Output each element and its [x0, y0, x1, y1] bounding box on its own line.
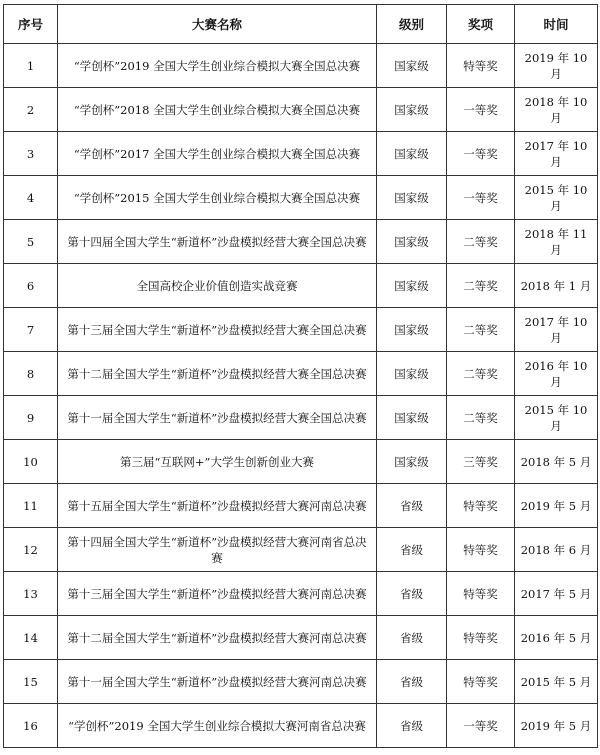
cell-index: 5 [4, 220, 58, 264]
cell-time: 2019 年 5 月 [515, 704, 598, 748]
cell-level: 省级 [377, 616, 447, 660]
cell-time: 2018 年 6 月 [515, 528, 598, 572]
cell-time: 2015 年 10 月 [515, 396, 598, 440]
cell-competition-name: “学创杯”2017 全国大学生创业综合模拟大赛全国总决赛 [58, 132, 377, 176]
header-level: 级别 [377, 5, 447, 44]
cell-index: 3 [4, 132, 58, 176]
cell-award: 特等奖 [447, 528, 515, 572]
cell-level: 国家级 [377, 44, 447, 88]
cell-time: 2016 年 5 月 [515, 616, 598, 660]
cell-time: 2016 年 10 月 [515, 352, 598, 396]
cell-competition-name: 第十四届全国大学生“新道杯”沙盘模拟经营大赛全国总决赛 [58, 220, 377, 264]
cell-index: 14 [4, 616, 58, 660]
cell-award: 特等奖 [447, 616, 515, 660]
table-row [4, 220, 598, 264]
cell-award: 一等奖 [447, 88, 515, 132]
cell-time: 2015 年 5 月 [515, 660, 598, 704]
table-row [4, 44, 598, 88]
cell-index: 4 [4, 176, 58, 220]
cell-time: 2018 年 1 月 [515, 264, 598, 308]
cell-level: 国家级 [377, 264, 447, 308]
cell-level: 省级 [377, 704, 447, 748]
table-row [4, 264, 598, 308]
cell-competition-name: “学创杯”2018 全国大学生创业综合模拟大赛全国总决赛 [58, 88, 377, 132]
cell-time: 2015 年 10 月 [515, 176, 598, 220]
cell-award: 特等奖 [447, 44, 515, 88]
cell-competition-name: 第十一届全国大学生“新道杯”沙盘模拟经营大赛全国总决赛 [58, 396, 377, 440]
cell-award: 一等奖 [447, 704, 515, 748]
cell-competition-name: 第十一届全国大学生“新道杯”沙盘模拟经营大赛河南总决赛 [58, 660, 377, 704]
cell-competition-name: “学创杯”2019 全国大学生创业综合模拟大赛河南省总决赛 [58, 704, 377, 748]
cell-level: 国家级 [377, 220, 447, 264]
cell-competition-name: “学创杯”2019 全国大学生创业综合模拟大赛全国总决赛 [58, 44, 377, 88]
cell-award: 二等奖 [447, 352, 515, 396]
table-row [4, 308, 598, 352]
cell-time: 2019 年 5 月 [515, 484, 598, 528]
header-award: 奖项 [447, 5, 515, 44]
cell-index: 1 [4, 44, 58, 88]
cell-level: 国家级 [377, 132, 447, 176]
cell-competition-name: 第十二届全国大学生“新道杯”沙盘模拟经营大赛全国总决赛 [58, 352, 377, 396]
cell-level: 国家级 [377, 308, 447, 352]
awards-table [3, 4, 598, 748]
table-row [4, 176, 598, 220]
cell-time: 2018 年 11 月 [515, 220, 598, 264]
cell-award: 一等奖 [447, 132, 515, 176]
cell-award: 特等奖 [447, 660, 515, 704]
cell-index: 13 [4, 572, 58, 616]
cell-index: 10 [4, 440, 58, 484]
cell-competition-name: 全国高校企业价值创造实战竞赛 [58, 264, 377, 308]
cell-index: 12 [4, 528, 58, 572]
table-row [4, 660, 598, 704]
cell-level: 国家级 [377, 396, 447, 440]
cell-award: 二等奖 [447, 220, 515, 264]
cell-index: 16 [4, 704, 58, 748]
cell-time: 2017 年 10 月 [515, 132, 598, 176]
table-body [4, 44, 598, 748]
cell-index: 8 [4, 352, 58, 396]
cell-level: 国家级 [377, 352, 447, 396]
awards-table-container [3, 4, 597, 748]
table-row [4, 352, 598, 396]
cell-award: 特等奖 [447, 572, 515, 616]
table-row [4, 88, 598, 132]
cell-award: 二等奖 [447, 396, 515, 440]
cell-level: 省级 [377, 484, 447, 528]
table-row [4, 396, 598, 440]
cell-award: 二等奖 [447, 308, 515, 352]
cell-time: 2017 年 5 月 [515, 572, 598, 616]
table-row [4, 616, 598, 660]
cell-award: 二等奖 [447, 264, 515, 308]
table-row [4, 704, 598, 748]
cell-level: 省级 [377, 572, 447, 616]
cell-time: 2017 年 10 月 [515, 308, 598, 352]
cell-competition-name: 第十四届全国大学生“新道杯”沙盘模拟经营大赛河南省总决赛 [58, 528, 377, 572]
cell-competition-name: 第十五届全国大学生“新道杯”沙盘模拟经营大赛河南总决赛 [58, 484, 377, 528]
cell-level: 省级 [377, 660, 447, 704]
cell-index: 6 [4, 264, 58, 308]
cell-index: 7 [4, 308, 58, 352]
table-row [4, 440, 598, 484]
cell-index: 11 [4, 484, 58, 528]
cell-competition-name: 第十二届全国大学生“新道杯”沙盘模拟经营大赛河南总决赛 [58, 616, 377, 660]
header-row [4, 5, 598, 44]
cell-competition-name: 第十三届全国大学生“新道杯”沙盘模拟经营大赛全国总决赛 [58, 308, 377, 352]
cell-award: 一等奖 [447, 176, 515, 220]
cell-award: 三等奖 [447, 440, 515, 484]
cell-time: 2019 年 10 月 [515, 44, 598, 88]
cell-index: 9 [4, 396, 58, 440]
cell-level: 国家级 [377, 88, 447, 132]
cell-level: 国家级 [377, 176, 447, 220]
table-row [4, 572, 598, 616]
cell-level: 省级 [377, 528, 447, 572]
cell-competition-name: “学创杯”2015 全国大学生创业综合模拟大赛全国总决赛 [58, 176, 377, 220]
header-time: 时间 [515, 5, 598, 44]
cell-award: 特等奖 [447, 484, 515, 528]
cell-competition-name: 第十三届全国大学生“新道杯”沙盘模拟经营大赛河南总决赛 [58, 572, 377, 616]
table-row [4, 484, 598, 528]
cell-index: 2 [4, 88, 58, 132]
table-row [4, 132, 598, 176]
cell-level: 国家级 [377, 440, 447, 484]
header-competition-name: 大赛名称 [58, 5, 377, 44]
table-header [4, 5, 598, 44]
cell-time: 2018 年 10 月 [515, 88, 598, 132]
cell-time: 2018 年 5 月 [515, 440, 598, 484]
cell-index: 15 [4, 660, 58, 704]
table-row [4, 528, 598, 572]
cell-competition-name: 第三届“互联网+”大学生创新创业大赛 [58, 440, 377, 484]
header-index: 序号 [4, 5, 58, 44]
